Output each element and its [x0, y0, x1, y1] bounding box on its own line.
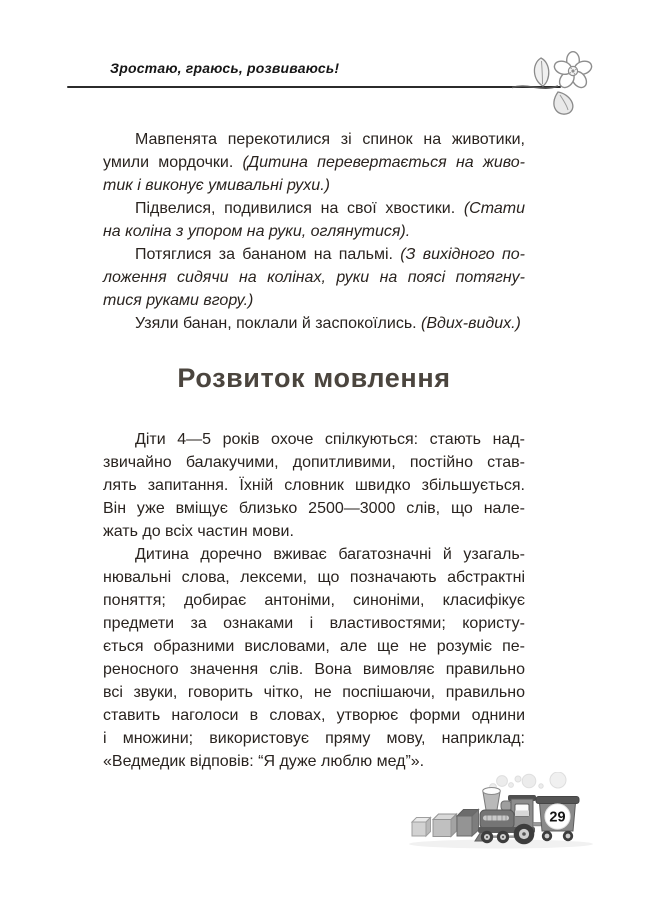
body-text: ставить наголоси в словах, утворює форми однини — [103, 707, 525, 724]
body-text — [103, 128, 525, 773]
text-line — [103, 681, 525, 704]
wagon — [536, 797, 579, 842]
paragraph — [103, 543, 525, 773]
body-text: і множини; використовує пряму мову, наприклад: — [103, 730, 525, 747]
text-line — [103, 612, 525, 635]
text-line — [103, 266, 525, 289]
text-line — [103, 289, 525, 312]
body-text: жать до всіх частин мови. — [103, 523, 294, 540]
body-text: умили мордочки. — [103, 154, 243, 171]
text-line — [103, 474, 525, 497]
body-text: ється образними висловами, але ще не розуміє пе- — [103, 638, 525, 655]
toy-block — [457, 810, 479, 837]
body-text: поняття; добирає антоніми, синоніми, класифікує — [103, 592, 525, 609]
text-line — [103, 151, 525, 174]
body-text: Мавпенята перекотилися зі спинок на животики, — [135, 131, 525, 148]
text-line — [103, 128, 525, 151]
body-text: реносного значення слів. Вона вимовляє правильно — [103, 661, 525, 678]
text-line — [103, 174, 525, 197]
text-line — [103, 497, 525, 520]
paragraph — [103, 197, 525, 243]
text-line — [103, 750, 525, 773]
text-line — [103, 451, 525, 474]
paragraph — [103, 428, 525, 543]
instruction-text: (З вихідного по- — [400, 246, 525, 263]
text-line — [103, 428, 525, 451]
text-line — [103, 704, 525, 727]
text-line — [103, 520, 525, 543]
toy-block — [412, 818, 431, 837]
text-line — [103, 658, 525, 681]
text-line — [103, 312, 525, 335]
body-text: звичайно балакучими, допитливими, постійно став- — [103, 454, 525, 471]
instruction-text: (Вдих-видих.) — [421, 315, 521, 332]
header-rule — [67, 86, 561, 88]
body-text: нювальні слова, лексеми, що позначають абстрактні — [103, 569, 525, 586]
text-line — [103, 220, 525, 243]
paragraph — [103, 243, 525, 312]
body-text: Дитина доречно вживає багатозначні й узагаль- — [135, 546, 525, 563]
text-line — [103, 566, 525, 589]
body-text: «Ведмедик відповів: “Я дуже люблю мед”». — [103, 753, 425, 770]
body-text: Підвелися, подивилися на свої хвостики. — [135, 200, 464, 217]
toy-block — [433, 814, 457, 837]
body-text: Узяли банан, поклали й заспокоїлись. — [135, 315, 422, 332]
section-heading: Розвиток мовлення — [177, 363, 451, 393]
paragraph — [103, 128, 525, 197]
instruction-text: (Дитина перевертається на живо- — [242, 154, 526, 171]
body-text: всі звуки, говорить чітко, не поспішаючи, правильно — [103, 684, 525, 701]
running-header: Зростаю, граюсь, розвиваюсь! — [110, 60, 340, 76]
body-text: Він уже вміщує близько 2500—3000 слів, що нале- — [103, 500, 525, 517]
flower-icon — [512, 48, 598, 122]
text-line — [103, 635, 525, 658]
instruction-text: (Стати — [463, 200, 525, 217]
text-line — [103, 543, 525, 566]
paragraph — [103, 312, 525, 335]
page-number: 29 — [549, 809, 566, 826]
text-line — [103, 589, 525, 612]
instruction-text: тик і виконує умивальні рухи.) — [103, 177, 330, 194]
toy-train-icon — [403, 772, 595, 852]
toy-blocks-icon — [412, 810, 479, 837]
body-text: лять запитання. Їхній словник швидко збільшується. — [103, 477, 525, 494]
text-line — [103, 197, 525, 220]
body-text: Потяглися за бананом на пальмі. — [135, 246, 401, 263]
body-text: Діти 4—5 років охоче спілкуються: стають над- — [135, 431, 525, 448]
body-text: предмети за ознаками і властивостями; користу- — [103, 615, 525, 632]
smoke-puffs-icon — [490, 772, 566, 790]
locomotive — [475, 788, 542, 845]
text-line — [103, 727, 525, 750]
intro-paragraphs — [103, 128, 525, 335]
section-paragraphs — [103, 428, 525, 773]
instruction-text: тися руками вгору.) — [103, 292, 254, 309]
instruction-text: на коліна з упором на руки, оглянутися). — [103, 223, 411, 240]
instruction-text: ложення сидячи на колінах, руки на поясі потягну- — [103, 269, 525, 286]
text-line — [103, 243, 525, 266]
